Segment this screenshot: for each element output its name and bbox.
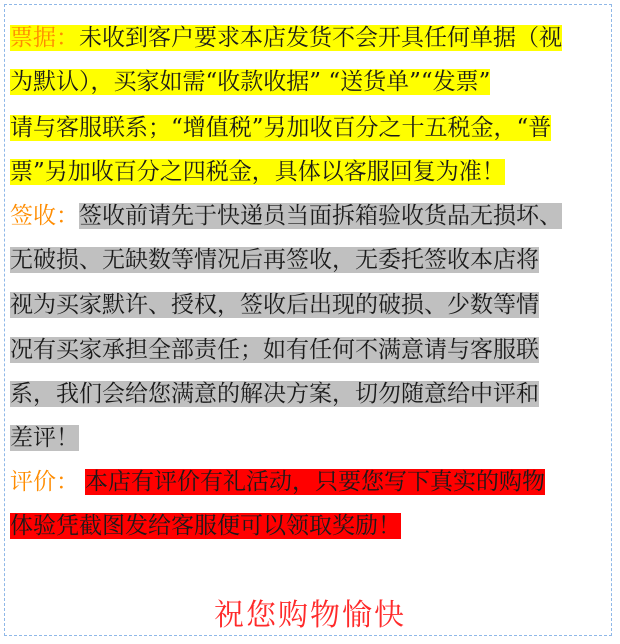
signing-text-5: 系，我们会给您满意的解决方案，切勿随意给中评和 [10, 381, 539, 407]
invoice-label: 票据： [10, 25, 79, 51]
signing-label: 签收： [10, 203, 79, 229]
invoice-text-2: 为默认），买家如需“收款收据” “送货单”“发票” [10, 69, 491, 95]
signing-text-2: 无破损、无缺数等情况后再签收，无委托签收本店将 [10, 247, 539, 273]
invoice-line-3 [10, 108, 551, 148]
signing-text-1: 签收前请先于快递员当面拆箱验收货品无损坏、 [79, 203, 562, 229]
invoice-text-3: 请与客服联系；“增值税”另加收百分之十五税金，“普 [10, 115, 552, 141]
invoice-line-1 [10, 18, 562, 58]
signing-line-4 [10, 330, 539, 370]
invoice-line-4 [10, 152, 505, 192]
invoice-line-2 [10, 62, 490, 102]
invoice-text-1: 未收到客户要求本店发货不会开具任何单据（视 [79, 25, 562, 51]
review-line-1 [10, 462, 545, 502]
signing-text-6: 差评！ [10, 425, 79, 451]
review-label: 评价： [10, 469, 79, 495]
review-line-2 [10, 506, 401, 546]
review-text-1: 本店有评价有礼活动，只要您写下真实的购物 [85, 469, 545, 495]
signing-text-4: 况有买家承担全部责任；如有任何不满意请与客服联 [10, 337, 539, 363]
signing-line-3 [10, 285, 539, 325]
invoice-text-4: 票”另加收百分之四税金，具体以客服回复为准！ [10, 159, 505, 185]
signing-line-1 [10, 196, 562, 236]
signing-text-3: 视为买家默许、授权，签收后出现的破损、少数等情 [10, 292, 539, 318]
review-text-2: 体验凭截图发给客服便可以领取奖励！ [10, 513, 401, 539]
signing-line-6 [10, 418, 79, 458]
closing-greeting: 祝您购物愉快 [214, 598, 406, 633]
signing-line-5 [10, 374, 539, 414]
signing-line-2 [10, 240, 539, 280]
